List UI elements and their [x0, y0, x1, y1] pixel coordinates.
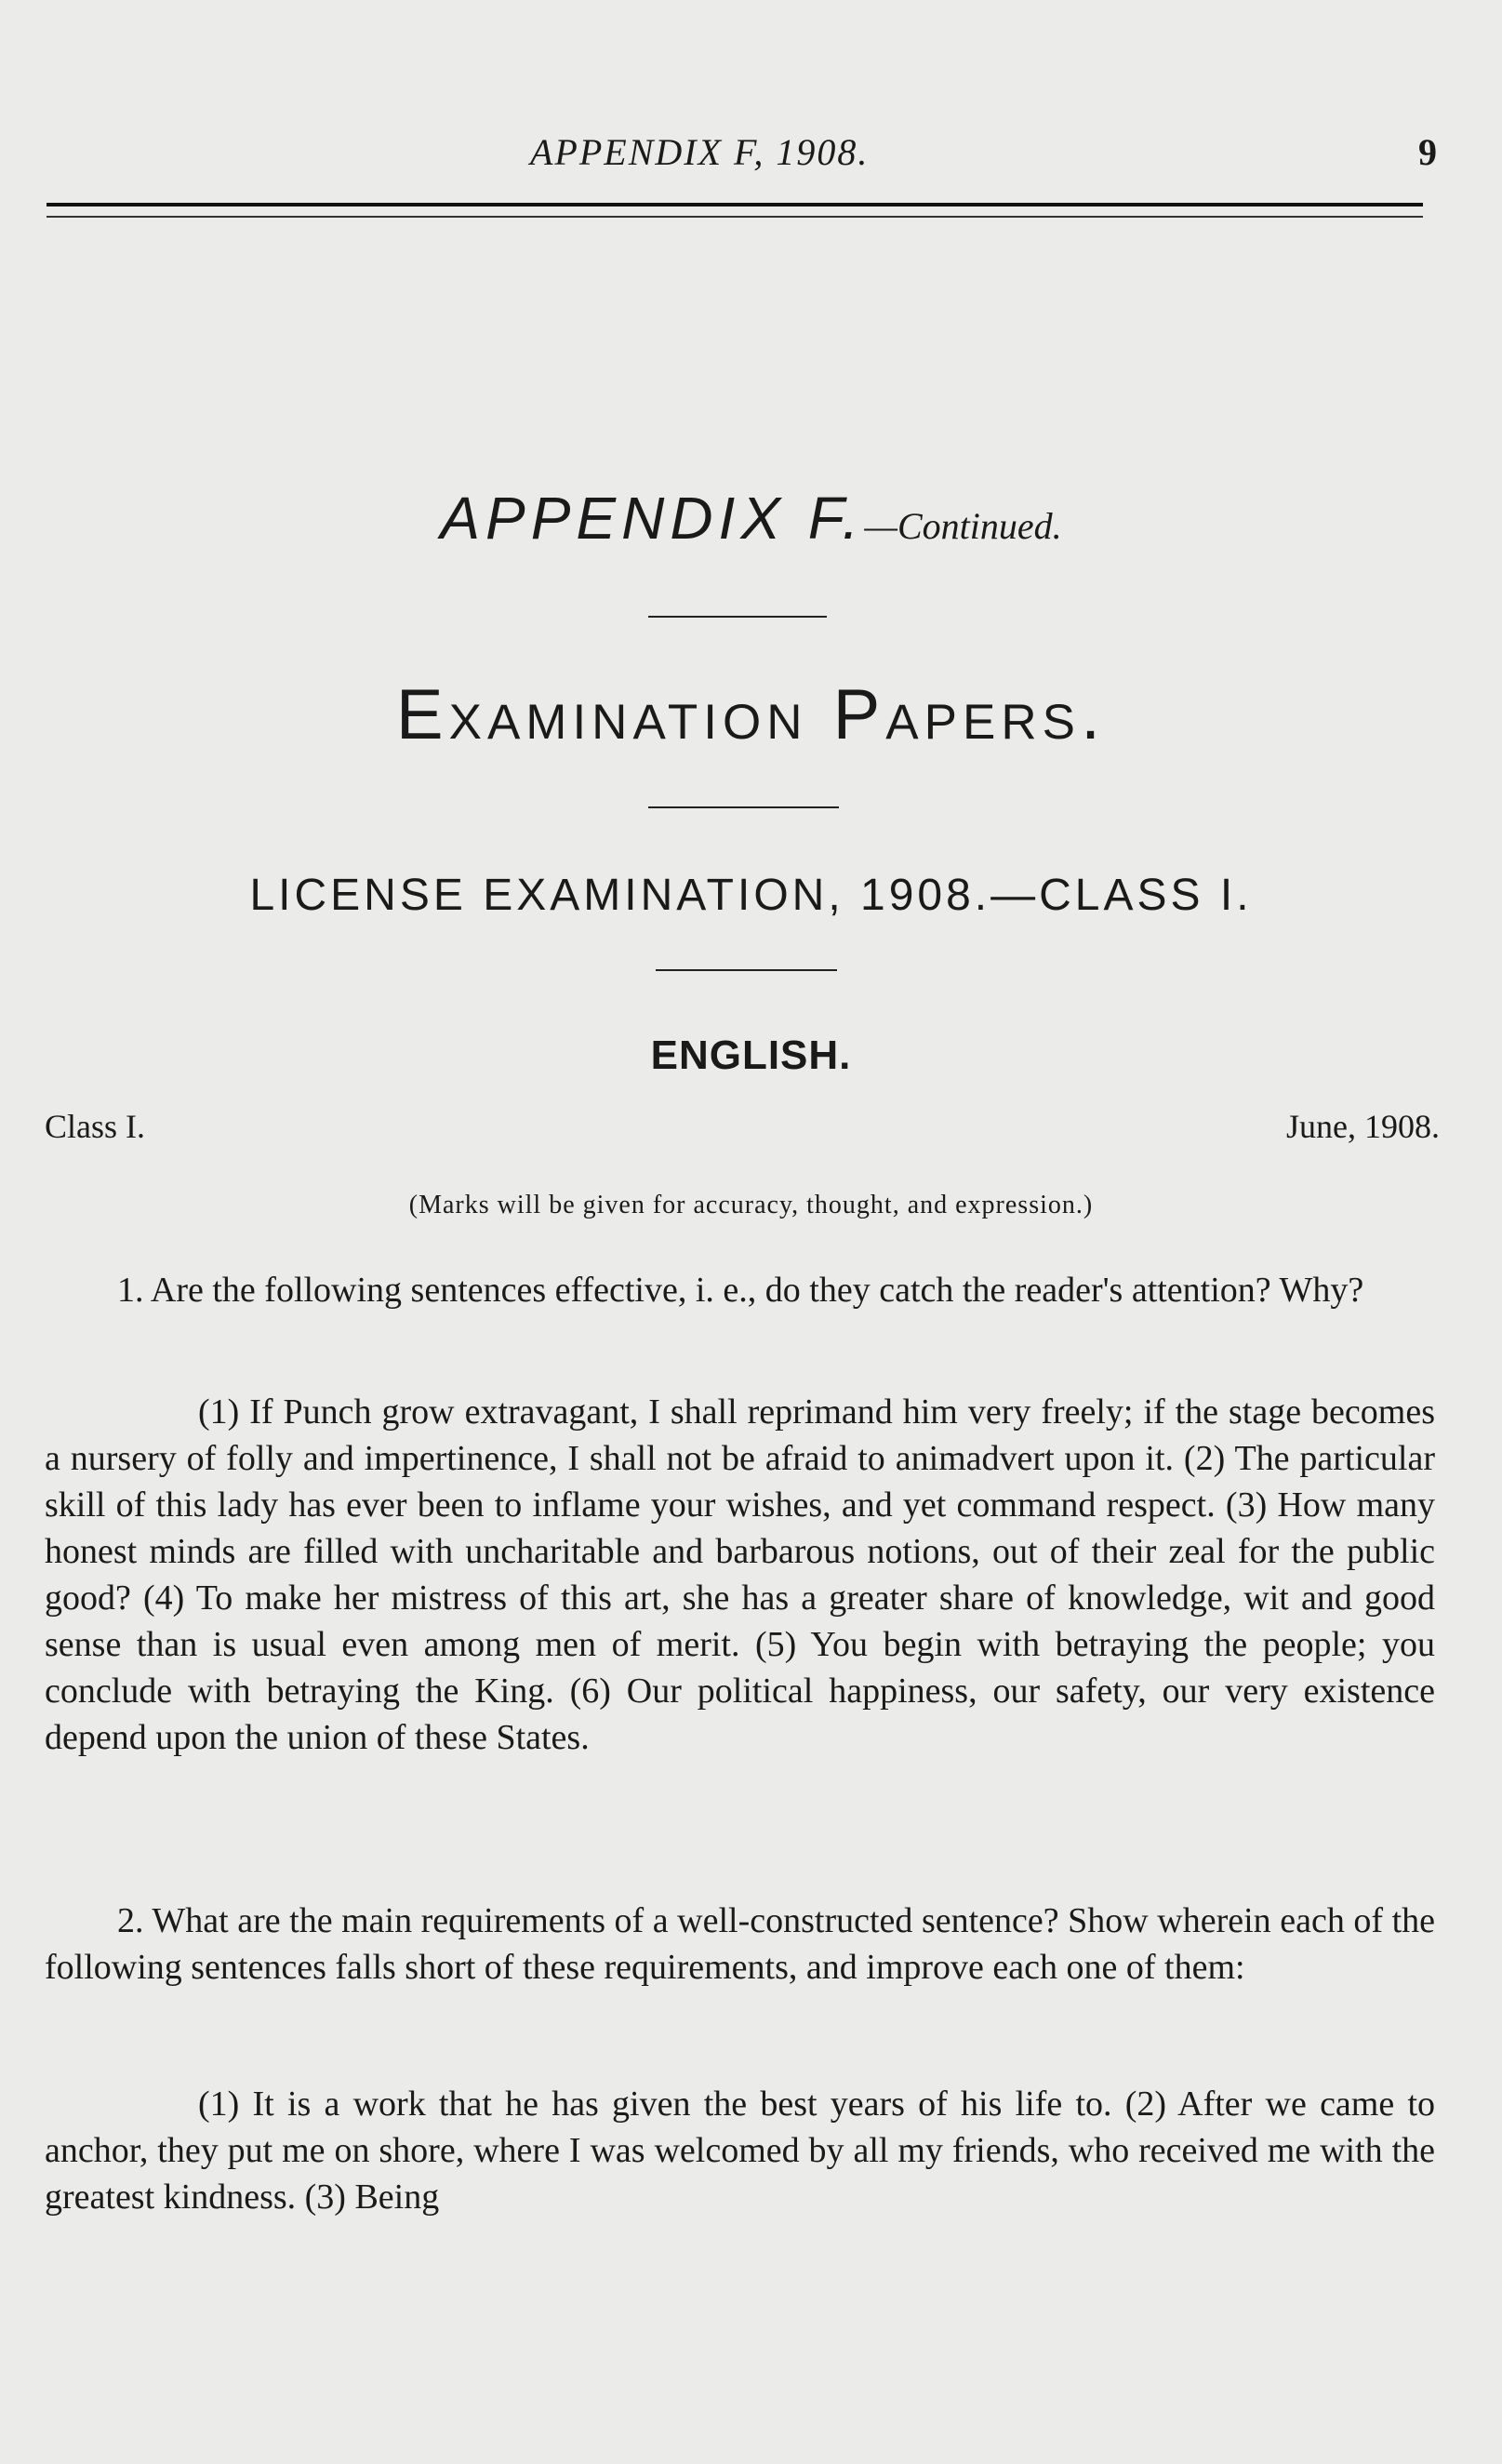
- class-label: Class I.: [45, 1108, 145, 1145]
- running-title: APPENDIX F, 1908.: [530, 131, 870, 173]
- question-2-sentences: (1) It is a work that he has given the best years of his life to. (2) After we came to anchor, they put me on shore, where I was welcomed by all my friends, who received me with the greatest kindness. (3) Being: [45, 2084, 1435, 2217]
- section-rule: [656, 969, 837, 971]
- section-rule: [648, 806, 839, 808]
- appendix-heading-main: APPENDIX F.: [440, 485, 865, 552]
- question-2-prompt: 2. What are the main requirements of a well-constructed sentence? Show wherein each of the following sentences falls short of these requirements, and improve each one of them:: [45, 1901, 1435, 1987]
- section-rule: [648, 616, 827, 618]
- appendix-heading-continued: —Continued.: [864, 505, 1062, 547]
- sub-heading: LICENSE EXAMINATION, 1908.—CLASS I.: [249, 871, 1253, 920]
- question-1-sentences: (1) If Punch grow extravagant, I shall reprimand him very freely; if the stage becomes a nursery of folly and impertinence, I shall not be afraid to animadvert upon it. (2) The particular skill of this lady has ever been to inflame your wishes, and yet command respect. (3) How many honest minds are filled with uncharitable and barbarous notions, out of their zeal for the public good? (4) To make her mistress of this art, she has a greater share of knowledge, wit and good sense than is usual even among men of merit. (5) You begin with betraying the people; you conclude with betraying the King. (6) Our political happiness, our safety, our very existence depend upon the union of these States.: [45, 1392, 1435, 1757]
- appendix-heading: [0, 484, 1502, 553]
- header-double-rule: [47, 203, 1423, 218]
- page-number: 9: [1418, 131, 1437, 173]
- exam-date: June, 1908.: [1286, 1108, 1440, 1145]
- main-heading: Examination Papers.: [395, 675, 1107, 754]
- marks-note: (Marks will be given for accuracy, thought, and expression.): [408, 1191, 1094, 1219]
- question-1-prompt: 1. Are the following sentences effective, i. e., do they catch the reader's attention? Why?: [117, 1271, 1364, 1310]
- subject-heading: ENGLISH.: [650, 1032, 852, 1078]
- running-head: [0, 130, 1502, 186]
